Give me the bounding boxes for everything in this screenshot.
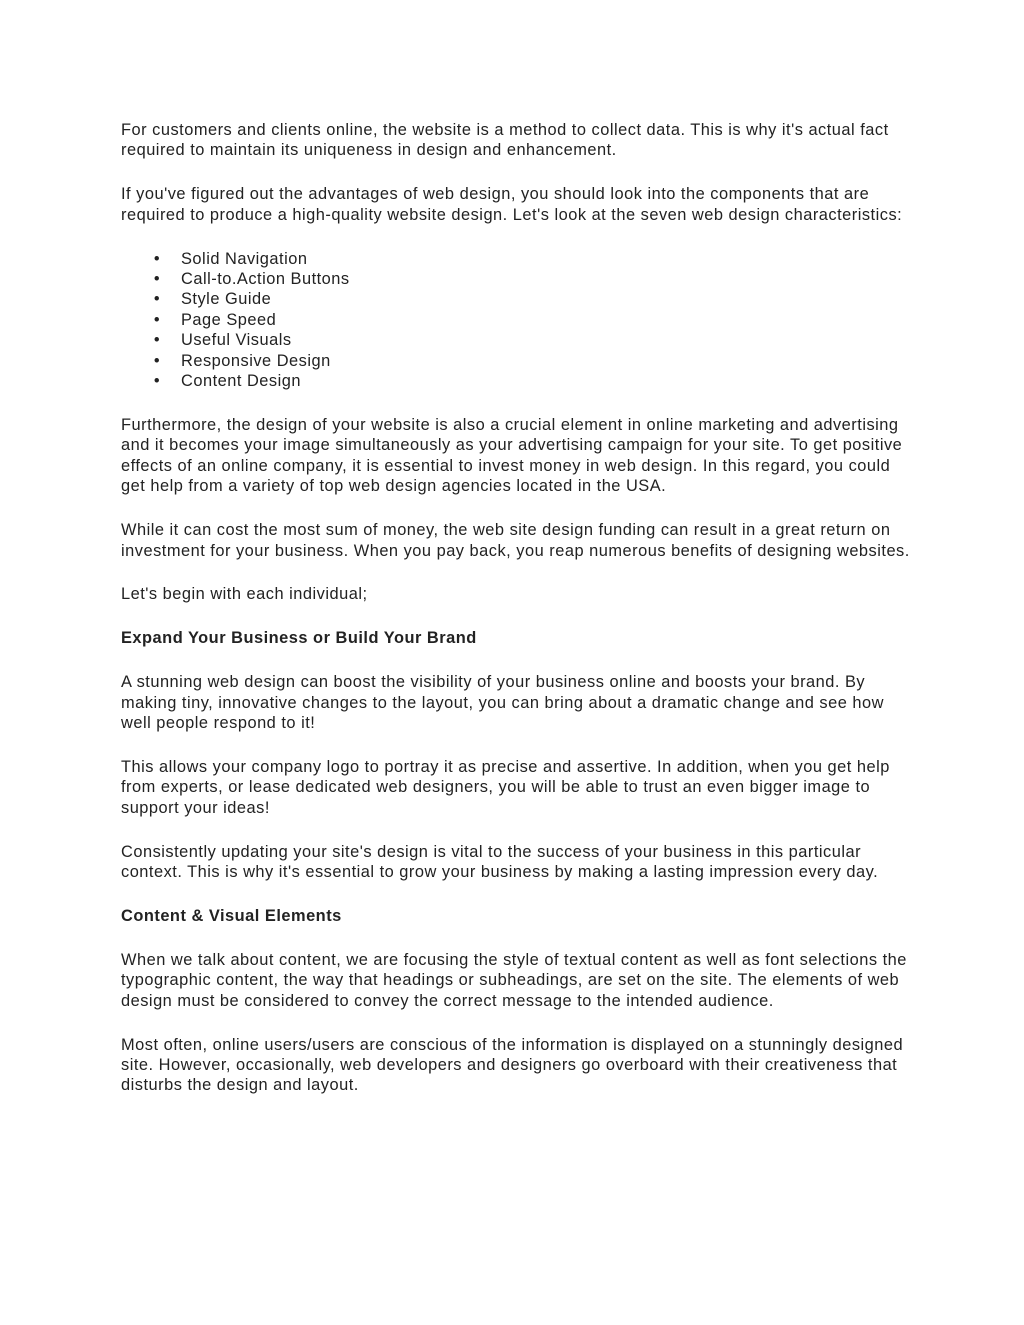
list-item-label: Call-to.Action Buttons	[181, 270, 350, 289]
list-item-label: Useful Visuals	[181, 331, 292, 350]
list-item	[121, 310, 911, 330]
list-item-label: Content Design	[181, 372, 301, 391]
list-item	[121, 371, 911, 391]
characteristics-list	[121, 249, 911, 392]
section-heading-expand-business: Expand Your Business or Build Your Brand	[121, 629, 477, 648]
intro-paragraph-1: For customers and clients online, the website is a method to collect data. This is why it's actual fact required to maintain its uniqueness in design and enhancement.	[121, 121, 889, 160]
list-item-label: Responsive Design	[181, 351, 331, 370]
document-body	[121, 120, 911, 1119]
list-item	[121, 249, 911, 269]
body-paragraph: Furthermore, the design of your website is also a crucial element in online marketing and advertising and it becomes your image simultaneously as your advertising campaign for your site. To get positive effects of an online company, it is essential to invest money in web design. In this regard, you could get help from a variety of top web design agencies located in the USA.	[121, 415, 903, 496]
list-item	[121, 330, 911, 350]
body-paragraph: This allows your company logo to portray it as precise and assertive. In addition, when you get help from experts, or lease dedicated web designers, you will be able to trust an even bigger image to support your ideas!	[121, 757, 890, 817]
bullet-icon: •	[153, 290, 161, 309]
bullet-icon: •	[153, 351, 161, 370]
bullet-icon: •	[153, 270, 161, 289]
body-paragraph: A stunning web design can boost the visibility of your business online and boosts your brand. By making tiny, innovative changes to the layout, you can bring about a dramatic change and see how well people respond to it!	[121, 673, 884, 733]
body-paragraph: When we talk about content, we are focusing the style of textual content as well as font selections the typographic content, the way that headings or subheadings, are set on the site. The elements of web design must be considered to convey the correct message to the intended audience.	[121, 950, 907, 1010]
list-item-label: Solid Navigation	[181, 249, 308, 268]
body-paragraph: While it can cost the most sum of money, the web site design funding can result in a great return on investment for your business. When you pay back, you reap numerous benefits of designing websites.	[121, 521, 910, 560]
bullet-icon: •	[153, 331, 161, 350]
list-item-label: Page Speed	[181, 310, 277, 329]
section-heading-content-visual: Content & Visual Elements	[121, 906, 342, 925]
body-paragraph: Let's begin with each individual;	[121, 585, 368, 604]
bullet-icon: •	[153, 310, 161, 329]
list-item-label: Style Guide	[181, 290, 272, 309]
list-item	[121, 351, 911, 371]
body-paragraph: Consistently updating your site's design is vital to the success of your business in this particular context. This is why it's essential to grow your business by making a lasting impression every day.	[121, 842, 879, 882]
bullet-icon: •	[153, 372, 161, 391]
list-item	[121, 289, 911, 309]
list-item	[121, 269, 911, 289]
bullet-icon: •	[153, 249, 161, 268]
body-paragraph: Most often, online users/users are conscious of the information is displayed on a stunningly designed site. However, occasionally, web developers and designers go overboard with their creativeness that disturbs the design and layout.	[121, 1035, 904, 1095]
intro-paragraph-2: If you've figured out the advantages of web design, you should look into the components that are required to produce a high-quality website design. Let's look at the seven web design characteristics:	[121, 185, 903, 224]
